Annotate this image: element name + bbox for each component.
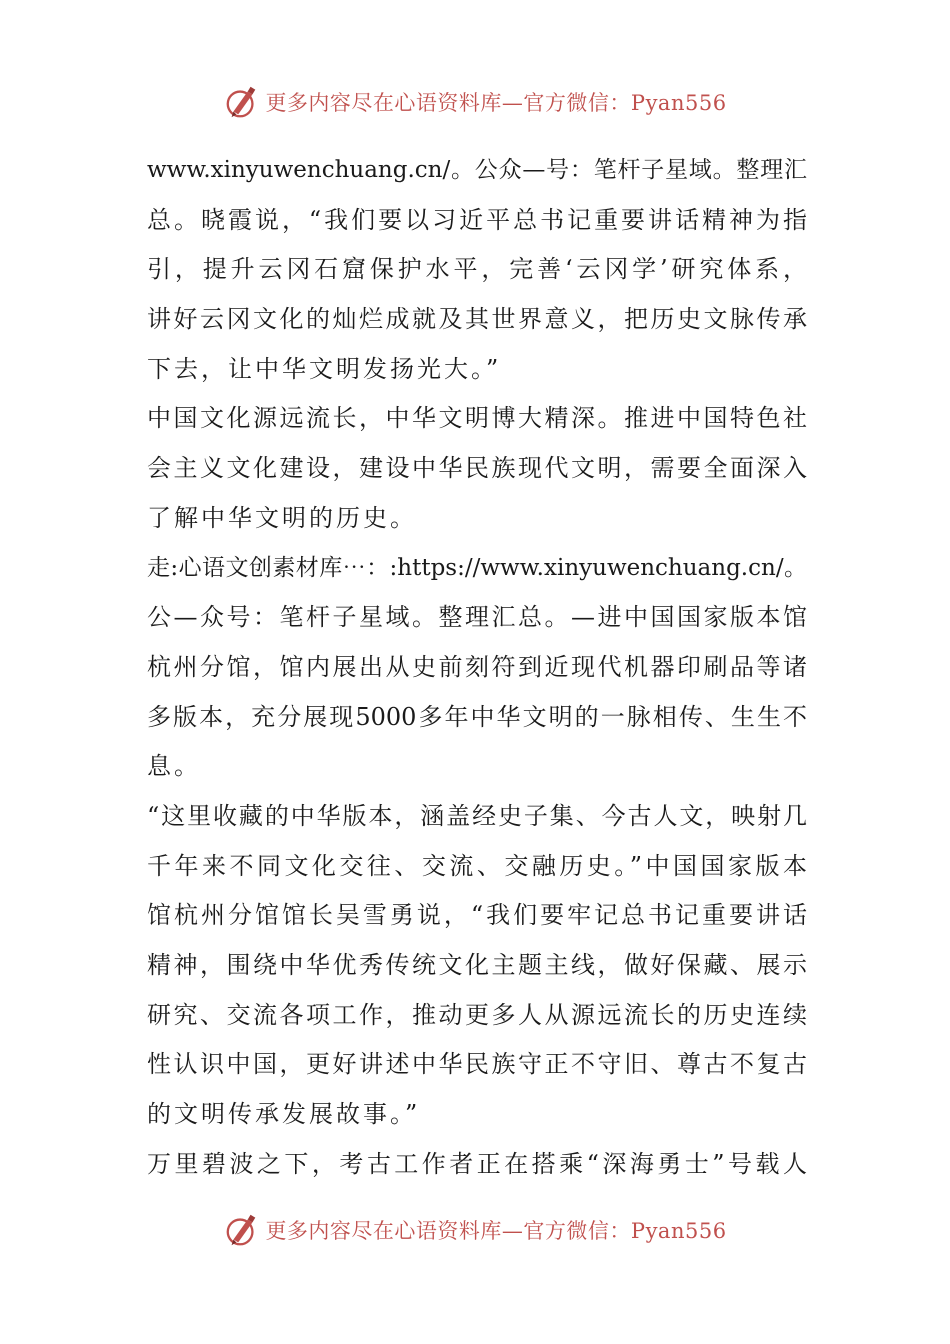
text-line: 性认识中国，更好讲述中华民族守正不守旧、尊古不复古 bbox=[147, 1050, 807, 1079]
text-line: 的文明传承发展故事。” bbox=[147, 1100, 421, 1129]
text-line: 走:心语文创素材库⋯：:https://www.xinyuwenchuang.cn/。 bbox=[147, 554, 807, 581]
text-line: 杭州分馆，馆内展出从史前刻符到近现代机器印刷品等诸 bbox=[147, 652, 807, 681]
text-line: 精神，围绕中华优秀传统文化主题主线，做好保藏、展示 bbox=[147, 951, 807, 979]
text-line: 息。 bbox=[147, 752, 201, 781]
document-body bbox=[147, 146, 807, 1189]
text-line: 中国文化源远流长，中华文明博大精深。推进中国特色社 bbox=[147, 404, 807, 433]
text-line: 讲好云冈文化的灿烂成就及其世界意义，把历史文脉传承 bbox=[147, 305, 807, 334]
text-line: 多版本，充分展现5000多年中华文明的一脉相传、生生不 bbox=[147, 702, 807, 731]
pen-logo-icon bbox=[223, 1211, 261, 1249]
text-line: 了解中华文明的历史。 bbox=[147, 503, 417, 532]
pen-logo-icon bbox=[223, 83, 261, 121]
text-line: 万里碧波之下，考古工作者正在搭乘“深海勇士”号载人 bbox=[147, 1149, 807, 1178]
text-line: “这里收藏的中华版本，涵盖经史子集、今古人文，映射几 bbox=[147, 801, 807, 830]
text-line: 下去，让中华文明发扬光大。” bbox=[147, 354, 502, 383]
text-line: 馆杭州分馆馆长吴雪勇说，“我们要牢记总书记重要讲话 bbox=[147, 901, 807, 930]
text-line: 公—众号：笔杆子星域。整理汇总。—进中国国家版本馆 bbox=[147, 603, 807, 632]
footer-banner-text: 更多内容尽在心语资料库—官方微信：Pyan556 bbox=[265, 1219, 727, 1243]
text-line: 总。晓霞说，“我们要以习近平总书记重要讲话精神为指 bbox=[147, 205, 807, 234]
header-banner bbox=[0, 80, 950, 124]
text-line: 研究、交流各项工作，推动更多人从源远流长的历史连续 bbox=[147, 1000, 807, 1029]
text-line: 会主义文化建设，建设中华民族现代文明，需要全面深入 bbox=[147, 454, 807, 483]
text-line: www.xinyuwenchuang.cn/。公众—号：笔杆子星域。整理汇 bbox=[147, 157, 807, 183]
footer-banner bbox=[0, 1208, 950, 1252]
text-line: 引，提升云冈石窟保护水平，完善‘云冈学’研究体系， bbox=[147, 255, 807, 284]
header-banner-text: 更多内容尽在心语资料库—官方微信：Pyan556 bbox=[265, 91, 727, 115]
text-line: 千年来不同文化交往、交流、交融历史。”中国国家版本 bbox=[147, 851, 807, 880]
